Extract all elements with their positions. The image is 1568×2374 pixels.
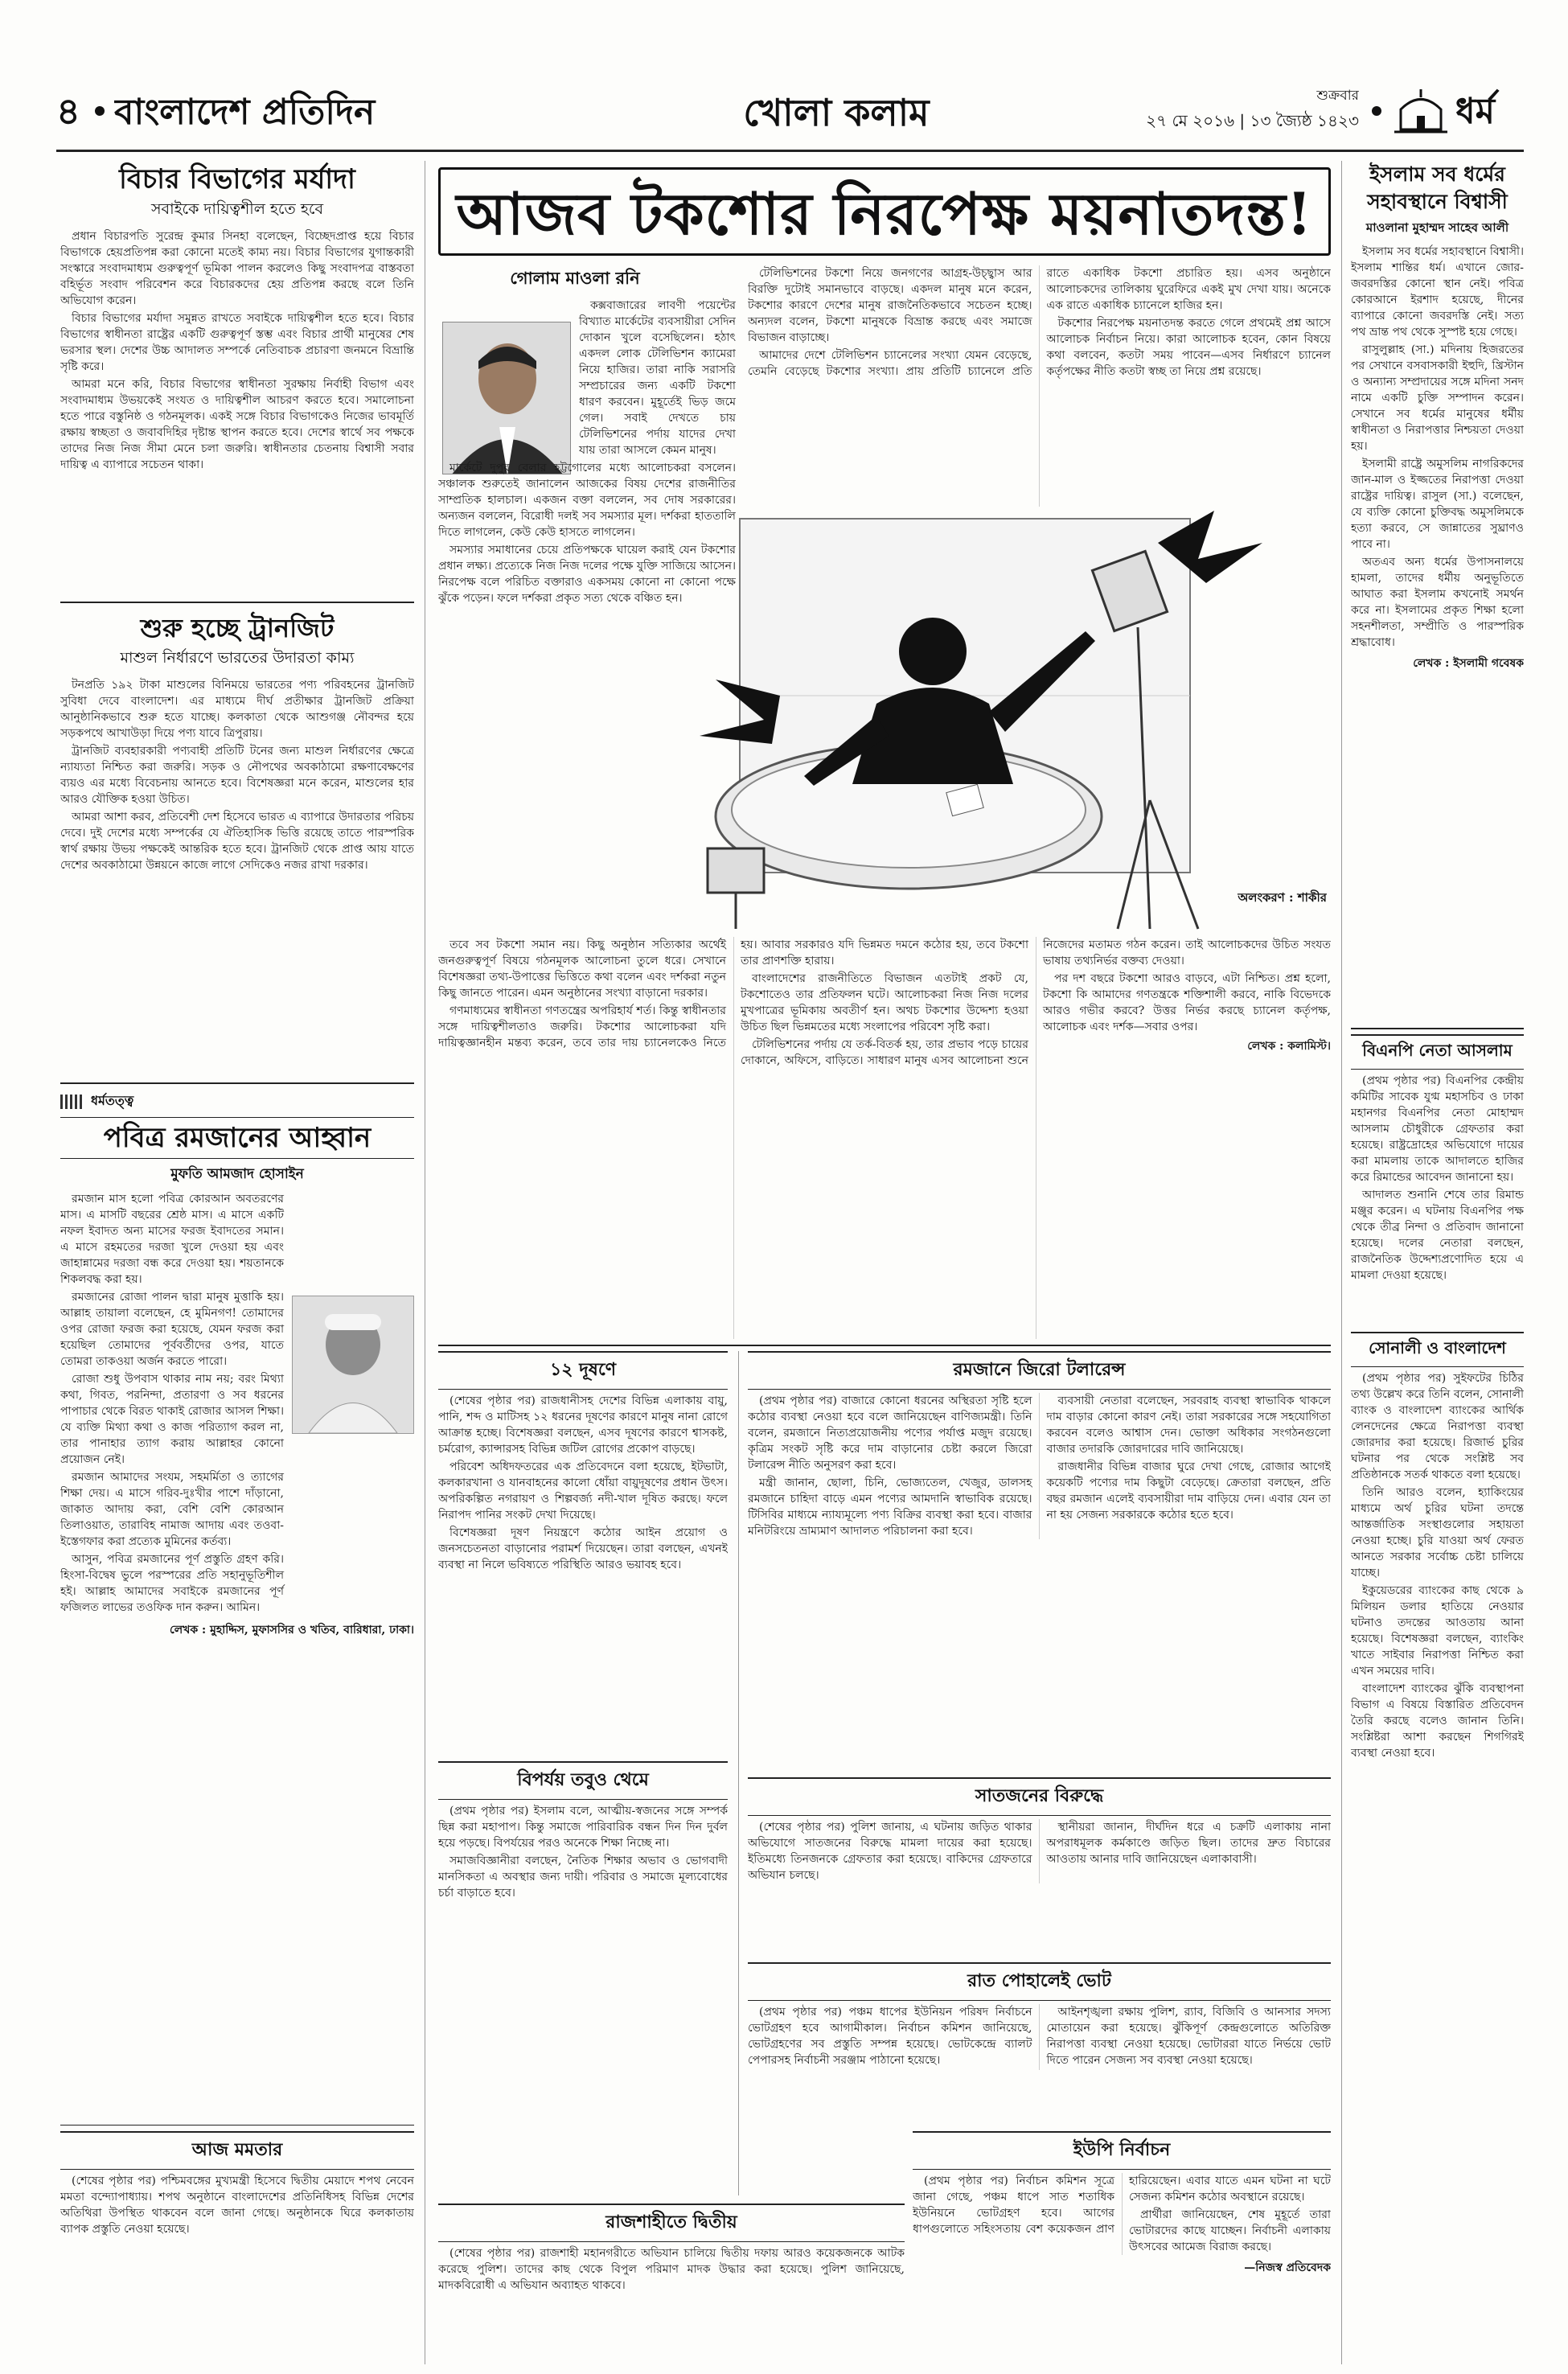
article-body — [60, 677, 414, 873]
paragraph: রাজধানীর বিভিন্ন বাজার ঘুরে দেখা গেছে, রোজার আগেই কয়েকটি পণ্যের দাম কিছুটা বেড়েছে। ক্রেতারা বলছেন, প্রতি বছর রমজান এলেই ব্যবসায়ীরা দাম বাড়িয়ে দেন। এবার যেন তা না হয় সেজন্য সরকারকে কঠোর হতে হবে। — [1046, 1460, 1331, 1522]
paragraph: (শেষের পৃষ্ঠার পর) রাজধানীসহ দেশের বিভিন্ন এলাকায় বায়ু, পানি, শব্দ ও মাটিসহ ১২ ধরনের দূষণের কারণে মানুষ নানা রোগে আক্রান্ত হচ্ছে। বিশেষজ্ঞরা বলছেন, এসব দূষণের কারণে শ্বাসকষ্ট, চর্মরোগ, ক্যান্সারসহ বিভিন্ন জটিল রোগের প্রকোপ বাড়ছে। — [438, 1394, 728, 1456]
book-icon — [60, 1095, 84, 1109]
paragraph: তিনি আরও বলেন, হ্যাকিংয়ের মাধ্যমে অর্থ চুরির ঘটনা তদন্তে আন্তর্জাতিক সংস্থাগুলোর সহায়তা নেওয়া হচ্ছে। চুরি যাওয়া অর্থ ফেরত আনতে সরকার সর্বোচ্চ চেষ্টা চালিয়ে যাচ্ছে। — [1351, 1486, 1524, 1579]
paragraph: রমজান আমাদের সংযম, সহমর্মিতা ও ত্যাগের শিক্ষা দেয়। এ মাসে গরিব-দুঃখীর পাশে দাঁড়ানো, জাকাত আদায় করা, বেশি বেশি কোরআন তিলাওয়াত, তারাবিহ নামাজ আদায় এবং তওবা-ইস্তেগফার করা প্রত্যেক মুমিনের কর্তব্য। — [60, 1471, 284, 1548]
paragraph: (প্রথম পৃষ্ঠার পর) নির্বাচন কমিশন সূত্রে জানা গেছে, পঞ্চম ধাপে সাত শতাধিক ইউনিয়নে ভোটগ্রহণ হবে। আগের ধাপগুলোতে সহিংসতায় বেশ কয়েকজন প্রাণ হারিয়েছেন। এবার যাতে এমন ঘটনা না ঘটে সেজন্য কমিশন কঠোর অবস্থানে রয়েছে। — [913, 2175, 1331, 2236]
author-note: লেখক : কলামিস্ট। — [1247, 1040, 1331, 1053]
reporter-note: —নিজস্ব প্রতিবেদক — [1244, 2261, 1331, 2274]
article-title: ইসলাম সব ধর্মের সহাবস্থানে বিশ্বাসী — [1367, 162, 1508, 213]
category-label: ধর্মতত্ত্ব — [91, 1093, 134, 1108]
paragraph: ইসলামী রাষ্ট্রে অমুসলিম নাগরিকদের জান-মাল ও ইজ্জতের নিরাপত্তা দেওয়া রাষ্ট্রের দায়িত্ব। রাসুল (সা.) বলেছেন, যে ব্যক্তি কোনো চুক্তিবদ্ধ অমুসলিমকে হত্যা করবে, সে জান্নাতের সুঘ্রাণও পাবে না। — [1351, 458, 1524, 551]
article-body — [438, 1393, 728, 1573]
article-saton — [748, 1777, 1331, 1954]
paragraph: মার্কেটে দুপুর বেলার হট্টগোলের মধ্যে আলোচকরা বসলেন। সঞ্চালক শুরুতেই জানালেন আজকের বিষয় দেশের রাজনীতির সাম্প্রতিক হালচাল। একজন বক্তা বললেন, সব দোষ সরকারের। অন্যজন বললেন, বিরোধী দলই সব সমস্যার মূল। দর্শকরা হাততালি দিতে লাগলেন, কেউ কেউ হাসতে লাগলেন। — [438, 462, 736, 539]
article-title: রাত পোহালেই ভোট — [748, 1962, 1331, 2001]
author-note: লেখক : ইসলামী গবেষক — [1413, 657, 1524, 670]
lead-author: গোলাম মাওলা রনি — [510, 268, 640, 288]
article-body — [438, 1803, 728, 1901]
paragraph: রমজান মাস হলো পবিত্র কোরআন অবতরণের মাস। এ মাসটি বছরের শ্রেষ্ঠ মাস। এ মাসে একটি নফল ইবাদত অন্য মাসের ফরজ ইবাদতের সমান। এ মাসে রহমতের দরজা খুলে দেওয়া হয় এবং জাহান্নামের দরজা বন্ধ করে দেওয়া হয়। শয়তানকে শিকলবদ্ধ করা হয়। — [60, 1193, 284, 1286]
header-rule — [56, 150, 1524, 152]
paragraph: (প্রথম পৃষ্ঠার পর) বিএনপির কেন্দ্রীয় কমিটির সাবেক যুগ্ম মহাসচিব ও ঢাকা মহানগর বিএনপির নেতা মোহাম্মদ আসলাম চৌধুরীকে গ্রেফতার করা হয়েছে। রাষ্ট্রদ্রোহের অভিযোগে দায়ের করা মামলায় তাকে আদালতে হাজির করে রিমান্ডের আবেদন জানানো হয়। — [1351, 1074, 1524, 1184]
section-rule — [438, 1345, 1331, 1346]
bullet-dot — [1372, 106, 1381, 116]
mosque-icon — [1393, 85, 1449, 135]
paragraph: গণমাধ্যমের স্বাধীনতা গণতন্ত্রের অপরিহার্য শর্ত। কিন্তু স্বাধীনতার সঙ্গে দায়িত্বশীলতাও জরুরি। টকশোর আলোচকরা যদি দায়িত্বজ্ঞানহীন মন্তব্য করেন, তবে তার দায় চ্যানেলকেও নিতে হয়। আবার সরকারও যদি ভিন্নমত দমনে কঠোর হয়, তবে টকশো তার প্রাণশক্তি হারায়। — [438, 939, 1028, 1049]
paragraph: (শেষের পৃষ্ঠার পর) রাজশাহী মহানগরীতে অভিযান চালিয়ে দ্বিতীয় দফায় আরও কয়েকজনকে আটক করেছে পুলিশ। তাদের কাছ থেকে বিপুল পরিমাণ মাদক উদ্ধার করা হয়েছে। পুলিশ জানিয়েছে, মাদকবিরোধী এ অভিযান অব্যাহত থাকবে। — [438, 2247, 905, 2292]
paragraph: প্রধান বিচারপতি সুরেন্দ্র কুমার সিনহা বলেছেন, বিচ্ছেদপ্রাপ্ত হয়ে বিচার বিভাগকে হেয়প্রতিপন্ন করা কোনো মতেই কাম্য নয়। বিচার বিভাগের যুগান্তকারী সংস্কারে সংবাদমাধ্যম গুরুত্বপূর্ণ ভূমিকা পালন করলেও কিছু সংবাদপত্র বাস্তবতা বহির্ভূত সংবাদ পরিবেশন করে বিচারকদের হেয় প্রতিপন্ন করছে বলে তিনি অভিযোগ করেন। — [60, 230, 414, 307]
paragraph: সমস্যার সমাধানের চেয়ে প্রতিপক্ষকে ঘায়েল করাই যেন টকশোর প্রধান লক্ষ্য। প্রত্যেকে নিজ নিজ দলের পক্ষে যুক্তি সাজিয়ে আসেন। নিরপেক্ষ বলে পরিচিত বক্তারাও একসময় কোনো না কোনো পক্ষে ঝুঁকে পড়েন। ফলে দর্শকরা প্রকৃত সত্য থেকে বঞ্চিত হন। — [438, 544, 736, 605]
column-divider — [1341, 161, 1342, 2364]
paragraph: ইকুয়েডরের ব্যাংকের কাছ থেকে ৯ মিলিয়ন ডলার হাতিয়ে নেওয়ার ঘটনাও তদন্তের আওতায় আনা হয়েছে। বিশেষজ্ঞরা বলছেন, ব্যাংকিং খাতে সাইবার নিরাপত্তা নিশ্চিত করা এখন সময়ের দাবি। — [1351, 1584, 1524, 1678]
article-title: বিচার বিভাগের মর্যাদা — [119, 163, 355, 195]
paragraph: রমজানের রোজা পালন দ্বারা মানুষ মুত্তাকি হয়। আল্লাহ তায়ালা বলেছেন, হে মুমিনগণ! তোমাদের ওপর রোজা ফরজ করা হয়েছে, যেমন ফরজ করা হয়েছিল তোমাদের পূর্ববর্তীদের ওপর, যাতে তোমরা তাকওয়া অর্জন করতে পারো। — [60, 1291, 284, 1368]
article-title: সাতজনের বিরুদ্ধে — [748, 1777, 1331, 1816]
paragraph: তবে সব টকশো সমান নয়। কিছু অনুষ্ঠান সত্যিকার অর্থেই জনগুরুত্বপূর্ণ বিষয়ে গঠনমূলক আলোচনা তুলে ধরে। সেখানে বিশেষজ্ঞরা তথ্য-উপাত্তের ভিত্তিতে কথা বলেন এবং দর্শকরা নতুন কিছু জানতে পারেন। এমন অনুষ্ঠানের সংখ্যা বাড়ানো দরকার। — [438, 939, 726, 1000]
article-dharma-top — [1351, 161, 1524, 1021]
article-body — [748, 1393, 1331, 1539]
paragraph: প্রার্থীরা জানিয়েছেন, শেষ মুহূর্তে তারা ভোটারদের কাছে যাচ্ছেন। নির্বাচনী এলাকায় উৎসবের আমেজ বিরাজ করছে। — [1129, 2208, 1331, 2253]
paragraph: আমাদের দেশে টেলিভিশন চ্যানেলের সংখ্যা যেমন বেড়েছে, তেমনি বেড়েছে টকশোর সংখ্যা। প্রায় প্রতিটি চ্যানেলে প্রতি রাতে একাধিক টকশো প্রচারিত হয়। এসব অনুষ্ঠানে আলোচকদের তালিকায় ঘুরেফিরে একই মুখ দেখা যায়। অনেকে এক রাতে একাধিক চ্যানেলে হাজির হন। — [748, 267, 1331, 378]
paragraph: (শেষের পৃষ্ঠার পর) পশ্চিমবঙ্গের মুখ্যমন্ত্রী হিসেবে দ্বিতীয় মেয়াদে শপথ নেবেন মমতা বন্দ্যোপাধ্যায়। শপথ অনুষ্ঠানে বাংলাদেশের প্রতিনিধিসহ বিভিন্ন দেশের অতিথিরা উপস্থিত থাকবেন বলে জানা গেছে। অনুষ্ঠানকে ঘিরে কলকাতায় ব্যাপক প্রস্তুতি নেওয়া হয়েছে। — [60, 2175, 414, 2236]
page-header — [56, 80, 1524, 146]
paragraph: পর দশ বছরে টকশো আরও বাড়বে, এটা নিশ্চিত। প্রশ্ন হলো, টকশো কি আমাদের গণতন্ত্রকে শক্তিশালী করবে, নাকি বিভেদকে আরও গভীর করবে? উত্তর নির্ভর করছে চ্যানেল কর্তৃপক্ষ, আলোচক এবং দর্শক—সবার ওপর। — [1043, 972, 1331, 1033]
editorial-bichar — [60, 161, 414, 595]
lead-body-bottom — [438, 937, 1331, 1339]
article-title: সোনালী ও বাংলাদেশ — [1351, 1332, 1524, 1367]
page-number: ৪ — [56, 89, 80, 133]
article-ajmamota — [60, 2131, 414, 2252]
paragraph: বিশেষজ্ঞরা দূষণ নিয়ন্ত্রণে কঠোর আইন প্রয়োগ ও জনসচেতনতা বাড়ানোর পরামর্শ দিয়েছেন। তারা বলছেন, এখনই ব্যবস্থা না নিলে ভবিষ্যতে পরিস্থিতি আরও ভয়াবহ হবে। — [438, 1526, 728, 1571]
section-rule — [60, 602, 414, 603]
article-biporjoy — [438, 1761, 728, 2043]
weekday: শুক্রবার — [1316, 88, 1359, 104]
article-author: মুফতি আমজাদ হোসাইন — [170, 1166, 304, 1182]
article-body — [913, 2173, 1331, 2255]
article-body — [1351, 244, 1524, 651]
article-body — [60, 2173, 414, 2237]
category-row — [60, 1090, 414, 1112]
article-body — [748, 1819, 1331, 1883]
article-body — [60, 1191, 284, 1617]
article-zero — [748, 1351, 1331, 1769]
paragraph: (প্রথম পৃষ্ঠার পর) বাজারে কোনো ধরনের অস্থিরতা সৃষ্টি হলে কঠোর ব্যবস্থা নেওয়া হবে বলে জানিয়েছেন বাণিজ্যমন্ত্রী। তিনি বলেন, রমজানে নিত্যপ্রয়োজনীয় পণ্যের পর্যাপ্ত মজুদ রয়েছে। কৃত্রিম সংকট সৃষ্টি করে দাম বাড়ানোর চেষ্টা করলে জিরো টলারেন্স নীতি অনুসরণ করা হবে। — [748, 1394, 1032, 1472]
paragraph: পরিবেশ অধিদফতরের এক প্রতিবেদনে বলা হয়েছে, ইটভাটা, কলকারখানা ও যানবাহনের কালো ধোঁয়া বায়ুদূষণের প্রধান উৎস। অপরিকল্পিত নগরায়ণ ও শিল্পবর্জ্য নদী-খাল দূষিত করছে। ফলে নিরাপদ পানির সংকট দেখা দিয়েছে। — [438, 1460, 728, 1522]
author-note: লেখক : মুহাদ্দিস, মুফাসসির ও খতিব, বারিধারা, ঢাকা। — [170, 1624, 414, 1637]
paragraph: স্থানীয়রা জানান, দীর্ঘদিন ধরে এ চক্রটি এলাকায় নানা অপরাধমূলক কর্মকাণ্ডে জড়িত ছিল। তাদের দ্রুত বিচারের আওতায় আনার দাবি জানিয়েছেন এলাকাবাসী। — [1046, 1821, 1331, 1866]
paragraph: ব্যবসায়ী নেতারা বলেছেন, সরবরাহ ব্যবস্থা স্বাভাবিক থাকলে দাম বাড়ার কোনো কারণ নেই। তারা সরকারের সঙ্গে সহযোগিতা করবেন বলেও আশ্বাস দেন। ভোক্তা অধিকার সংগঠনগুলো বাজার তদারকি জোরদারের দাবি জানিয়েছে। — [1046, 1394, 1331, 1456]
lead-body-top — [748, 265, 1331, 507]
article-bnp — [1351, 1034, 1524, 1324]
article-title: বিপর্যয় তবুও থেমে — [438, 1761, 728, 1800]
paragraph: টনপ্রতি ১৯২ টাকা মাশুলের বিনিময়ে ভারতের পণ্য পরিবহনের ট্রানজিট সুবিধা দেবে বাংলাদেশ। এর মাধ্যমে দীর্ঘ প্রতীক্ষার ট্রানজিট প্রক্রিয়া আনুষ্ঠানিকভাবে শুরু হতে যাচ্ছে। কলকাতা থেকে আশুগঞ্জ নৌবন্দর হয়ে সড়কপথে আখাউড়া দিয়ে পণ্য যাবে ত্রিপুরায়। — [60, 679, 414, 740]
section-rule — [1351, 1028, 1524, 1029]
paragraph: টেলিভিশনের পর্দায় যে তর্ক-বিতর্ক হয়, তার প্রভাব পড়ে চায়ের দোকানে, অফিসে, বাড়িতে। সাধারণ মানুষ এসব আলোচনা শুনে নিজেদের মতামত গঠন করেন। তাই আলোচকদের উচিত সংযত ভাষায় তথ্যনির্ভর বক্তব্য দেওয়া। — [741, 939, 1331, 1067]
paragraph: (শেষের পৃষ্ঠার পর) পুলিশ জানায়, এ ঘটনায় জড়িত থাকার অভিযোগে সাতজনের বিরুদ্ধে মামলা দায়ের করা হয়েছে। ইতিমধ্যে তিনজনকে গ্রেফতার করা হয়েছে। বাকিদের গ্রেফতারে অভিযান চলছে। — [748, 1821, 1032, 1882]
paragraph: টকশোর নিরপেক্ষ ময়নাতদন্ত করতে গেলে প্রথমেই প্রশ্ন আসে আলোচক নির্বাচন নিয়ে। কারা আলোচক হবেন, কোন বিষয়ে কথা বলবেন, কতটা সময় পাবেন—এসব নির্ধারণে চ্যানেল কর্তৃপক্ষের নীতি কতটা স্বচ্ছ তা নিয়ে প্রশ্ন রয়েছে। — [1046, 317, 1331, 378]
article-body — [60, 228, 414, 473]
editorial-transit — [60, 610, 414, 1076]
paragraph: (প্রথম পৃষ্ঠার পর) ইসলাম বলে, আত্মীয়-স্বজনের সঙ্গে সম্পর্ক ছিন্ন করা মহাপাপ। কিন্তু সমাজে পারিবারিক বন্ধন দিন দিন দুর্বল হয়ে পড়ছে। বিপর্যয়ের পরও অনেকে শিক্ষা নিচ্ছে না। — [438, 1805, 728, 1850]
article-up — [913, 2131, 1331, 2364]
paragraph: বাংলাদেশের রাজনীতিতে বিভাজন এতটাই প্রকট যে, টকশোতেও তার প্রতিফলন ঘটে। আলোচকরা নিজ নিজ দলের মুখপাত্রের ভূমিকায় অবতীর্ণ হন। অথচ টকশোর উদ্দেশ্য হওয়া উচিত ছিল ভিন্নমতের মধ্যে সংলাপের পরিবেশ সৃষ্টি করা। — [741, 972, 1028, 1033]
paragraph: টেলিভিশনের টকশো নিয়ে জনগণের আগ্রহ-উচ্ছ্বাস আর বিরক্তি দুটোই সমানভাবে বাড়ছে। একদল মানুষ মনে করেন, টকশোর কারণে দেশের মানুষ রাজনৈতিকভাবে সচেতন হচ্ছে। অন্যদল বলেন, টকশো মানুষকে বিভ্রান্ত করছে এবং সমাজে বিভাজন বাড়াচ্ছে। — [748, 267, 1032, 344]
column-divider — [738, 1351, 739, 2195]
lead-illustration — [667, 511, 1331, 933]
paragraph: রাসুলুল্লাহ (সা.) মদিনায় হিজরতের পর সেখানে বসবাসকারী ইহুদি, খ্রিস্টান ও অন্যান্য সম্প্রদায়ের সঙ্গে মদিনা সনদ নামে একটি চুক্তি সম্পাদন করেন। সেখানে সব ধর্মের মানুষের ধর্মীয় স্বাধীনতা ও নিরাপত্তার নিশ্চয়তা দেওয়া হয়। — [1351, 343, 1524, 453]
article-title: ইউপি নির্বাচন — [913, 2131, 1331, 2170]
article-title: আজ মমতার — [60, 2131, 414, 2170]
paragraph: মন্ত্রী জানান, ছোলা, চিনি, ভোজ্যতেল, খেজুর, ডালসহ রমজানে চাহিদা বাড়ে এমন পণ্যের আমদানি স্বাভাবিক রয়েছে। টিসিবির মাধ্যমে ন্যায্যমূল্যে পণ্য বিক্রির ব্যবস্থা করা হবে। বাজার মনিটরিংয়ে ভ্রাম্যমাণ আদালত পরিচালনা করা হবে। — [748, 1477, 1032, 1538]
paragraph: বাংলাদেশ ব্যাংকের ঝুঁকি ব্যবস্থাপনা বিভাগ এ বিষয়ে বিস্তারিত প্রতিবেদন তৈরি করছে বলেও জানান তিনি। সংশ্লিষ্টরা আশা করছেন শিগগিরই ব্যবস্থা নেওয়া হবে। — [1351, 1682, 1524, 1760]
article-body — [748, 2004, 1331, 2070]
paragraph: আইনশৃঙ্খলা রক্ষায় পুলিশ, র‌্যাব, বিজিবি ও আনসার সদস্য মোতায়েন করা হয়েছে। ঝুঁকিপূর্ণ কেন্দ্রগুলোতে অতিরিক্ত নিরাপত্তা ব্যবস্থা নেওয়া হয়েছে। ভোটাররা যাতে নির্ভয়ে ভোট দিতে পারেন সেজন্য সব ব্যবস্থা নেওয়া হয়েছে। — [1046, 2006, 1331, 2067]
article-title: পবিত্র রমজানের আহ্বান — [60, 1117, 414, 1159]
paragraph: আমরা আশা করব, প্রতিবেশী দেশ হিসেবে ভারত এ ব্যাপারে উদারতার পরিচয় দেবে। দুই দেশের মধ্যে সম্পর্কের যে ঐতিহাসিক ভিত্তি রয়েছে তাতে পারস্পরিক স্বার্থ রক্ষায় উভয় পক্ষকেই আন্তরিক হতে হবে। ট্রানজিট থেকে প্রাপ্ত আয় যাতে দেশের অবকাঠামো উন্নয়নে কাজে লাগে সেদিকেও নজর রাখা দরকার। — [60, 811, 414, 872]
right-section-name: ধর্ম — [1455, 91, 1496, 132]
article-ramadan — [60, 1090, 414, 2120]
paragraph: (প্রথম পৃষ্ঠার পর) সুইফটের চিঠির তথ্য উল্লেখ করে তিনি বলেন, সোনালী ব্যাংক ও বাংলাদেশ ব্যাংকের আর্থিক লেনদেনের ক্ষেত্রে নিরাপত্তা ব্যবস্থা জোরদার করা হয়েছে। রিজার্ভ চুরির ঘটনার পর থেকে সংশ্লিষ্ট সব প্রতিষ্ঠানকে সতর্ক থাকতে বলা হয়েছে। — [1351, 1372, 1524, 1481]
paragraph: কক্সবাজারের লাবণী পয়েন্টের বিখ্যাত মার্কেটের ব্যবসায়ীরা সেদিন দোকান খুলে বসেছিলেন। হঠাৎ একদল লোক টেলিভিশন ক্যামেরা নিয়ে হাজির। তারা নাকি সরাসরি সম্প্রচারের জন্য একটি টকশো ধারণ করবেন। মুহূর্তেই ভিড় জমে গেল। সবাই দেখতে চায় টেলিভিশনের পর্দায় যাদের দেখা যায় তারা আসলে কেমন মানুষ। — [579, 299, 736, 457]
paragraph: আদালত শুনানি শেষে তার রিমান্ড মঞ্জুর করেন। এ ঘটনায় বিএনপির পক্ষ থেকে তীব্র নিন্দা ও প্রতিবাদ জানানো হয়েছে। দলের নেতারা বলছেন, রাজনৈতিক উদ্দেশ্যপ্রণোদিত হয়ে এ মামলা দেওয়া হয়েছে। — [1351, 1189, 1524, 1282]
paragraph: (প্রথম পৃষ্ঠার পর) পঞ্চম ধাপের ইউনিয়ন পরিষদ নির্বাচনে ভোটগ্রহণ হবে আগামীকাল। নির্বাচন কমিশন জানিয়েছে, ভোটগ্রহণের সব প্রস্তুতি সম্পন্ন হয়েছে। ভোটকেন্দ্রে ব্যালট পেপারসহ নির্বাচনী সরঞ্জাম পাঠানো হয়েছে। — [748, 2006, 1032, 2067]
article-raat — [748, 1962, 1331, 2123]
section-rule — [60, 2125, 414, 2126]
article-sonali — [1351, 1332, 1524, 2365]
article-title: রমজানে জিরো টলারেন্স — [748, 1351, 1331, 1390]
illustration-credit: অলংকরণ : শাকীর — [1238, 890, 1327, 905]
bullet-dot — [95, 106, 105, 116]
article-title: শুরু হচ্ছে ট্রানজিট — [140, 613, 335, 643]
article-body — [1351, 1370, 1524, 1761]
paragraph: ট্রানজিট ব্যবহারকারী পণ্যবাহী প্রতিটি টনের জন্য মাশুল নির্ধারণের ক্ষেত্রে ন্যায্যতা নিশ্চিত করা জরুরি। সড়ক ও নৌপথের অবকাঠামো রক্ষণাবেক্ষণের ব্যয়ও এর মধ্যে বিবেচনায় আনতে হবে। বিশেষজ্ঞরা মনে করেন, মাশুলের হার আরও যৌক্তিক হওয়া উচিত। — [60, 745, 414, 806]
article-subtitle: সবাইকে দায়িত্বশীল হতে হবে — [150, 200, 324, 218]
article-body — [438, 2245, 905, 2294]
article-title: ১২ দূষণে — [438, 1351, 728, 1390]
article-body — [1351, 1073, 1524, 1284]
paragraph: বিচার বিভাগের মর্যাদা সমুন্নত রাখতে সবাইকে দায়িত্বশীল হতে হবে। বিচার বিভাগের স্বাধীনতা রাষ্ট্রের একটি গুরুত্বপূর্ণ স্তম্ভ এবং বিচার প্রার্থী মানুষের শেষ ভরসার স্থল। দেশের উচ্চ আদালত সম্পর্কে নেতিবাচক প্রচারণা জনমনে বিভ্রান্তি সৃষ্টি করে। — [60, 312, 414, 373]
article-title: বিএনপি নেতা আসলাম — [1351, 1034, 1524, 1070]
article-author: মাওলানা মুহাম্মদ সাহেব আলী — [1365, 220, 1509, 235]
paragraph: আমরা মনে করি, বিচার বিভাগের স্বাধীনতা সুরক্ষায় নির্বাহী বিভাগ এবং সংবাদমাধ্যম উভয়কেই সংযত ও দায়িত্বশীল আচরণ করতে হবে। সমালোচনা হতে পারে বস্তুনিষ্ঠ ও গঠনমূলক। একই সঙ্গে বিচার বিভাগকেও নিজের ভাবমূর্তি রক্ষায় স্বচ্ছতা ও জবাবদিহির দৃষ্টান্ত স্থাপন করতে হবে। দেশের স্বার্থে সব পক্ষকে তাদের নিজ নিজ সীমা মেনে চলা জরুরি। স্বাধীনতার চেতনায় বিশ্বাসী সবার দায়িত্ব এ ব্যাপারে সচেতন থাকা। — [60, 378, 414, 471]
article-dushon — [438, 1351, 728, 1753]
paragraph: রোজা শুধু উপবাস থাকার নাম নয়; বরং মিথ্যা কথা, গিবত, পরনিন্দা, প্রতারণা ও সব ধরনের পাপাচার থেকে বিরত থাকাই রোজার আসল শিক্ষা। যে ব্যক্তি মিথ্যা কথা ও কাজ পরিত্যাগ করল না, তার পানাহার ত্যাগ করায় আল্লাহর কোনো প্রয়োজন নেই। — [60, 1373, 285, 1466]
article-subtitle: মাশুল নির্ধারণে ভারতের উদারতা কাম্য — [120, 649, 355, 667]
newspaper-name: বাংলাদেশ প্রতিদিন — [114, 92, 376, 133]
paragraph: সমাজবিজ্ঞানীরা বলছেন, নৈতিক শিক্ষার অভাব ও ভোগবাদী মানসিকতা এ অবস্থার জন্য দায়ী। পরিবার ও সমাজে মূল্যবোধের চর্চা বাড়াতে হবে। — [438, 1854, 728, 1900]
paragraph: ইসলাম সব ধর্মের সহাবস্থানে বিশ্বাসী। ইসলাম শান্তির ধর্ম। এখানে জোর-জবরদস্তির কোনো স্থান নেই। পবিত্র কোরআনে ইরশাদ হয়েছে, দীনের ব্যাপারে কোনো জবরদস্তি নেই। সত্য পথ ভ্রান্ত পথ থেকে সুস্পষ্ট হয়ে গেছে। — [1351, 245, 1524, 339]
author-photo — [292, 1296, 414, 1434]
section-name: খোলা কলাম — [743, 91, 930, 134]
article-rajshahi — [438, 2204, 905, 2364]
lead-headline: আজব টকশোর নিরপেক্ষ ময়নাতদন্ত! — [438, 167, 1331, 256]
paragraph: আসুন, পবিত্র রমজানের পূর্ণ প্রস্তুতি গ্রহণ করি। হিংসা-বিদ্বেষ ভুলে পরস্পরের প্রতি সহানুভূতিশীল হই। আল্লাহ আমাদের সবাইকে রমজানের পূর্ণ ফজিলত লাভের তওফিক দান করুন। আমিন। — [60, 1553, 284, 1614]
paragraph: অতএব অন্য ধর্মের উপাসনালয়ে হামলা, তাদের ধর্মীয় অনুভূতিতে আঘাত করা ইসলাম কখনোই সমর্থন করে না। ইসলামের প্রকৃত শিক্ষা হলো সহনশীলতা, সম্প্রীতি ও পারস্পরিক শ্রদ্ধাবোধ। — [1351, 556, 1524, 649]
article-title: রাজশাহীতে দ্বিতীয় — [438, 2204, 905, 2242]
section-rule — [60, 1082, 414, 1084]
date: ২৭ মে ২০১৬ | ১৩ জ্যৈষ্ঠ ১৪২৩ — [1146, 111, 1359, 130]
